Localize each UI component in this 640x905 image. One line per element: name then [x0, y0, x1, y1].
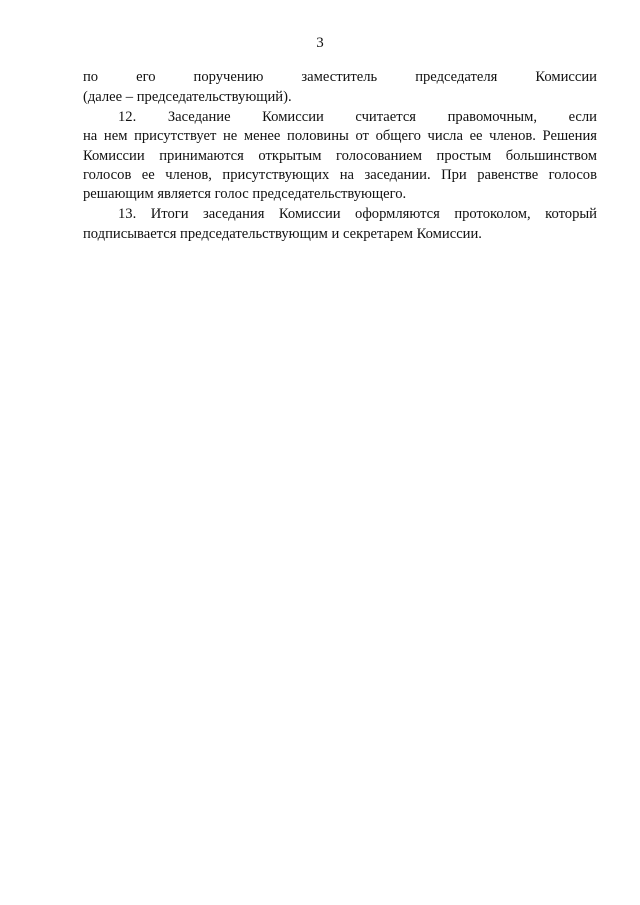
- paragraph-12-line-1: 12. Заседание Комиссии считается правомочным, если: [118, 109, 597, 125]
- paragraph-11-line-2: (далее – председательствующий).: [83, 89, 292, 105]
- paragraph-12-line-4: голосов ее членов, присутствующих на заседании. При равенстве голосов: [83, 167, 597, 183]
- paragraph-11-line-1: по его поручению заместитель председателя Комиссии: [83, 69, 597, 85]
- paragraph-12-line-5: решающим является голос председательствующего.: [83, 186, 407, 202]
- paragraph-13-line-2: подписывается председательствующим и секретарем Комиссии.: [83, 226, 482, 242]
- page-number: 3: [316, 35, 324, 51]
- paragraph-13-line-1: 13. Итоги заседания Комиссии оформляются протоколом, который: [118, 206, 597, 222]
- paragraph-12-line-3: Комиссии принимаются открытым голосованием простым большинством: [83, 148, 597, 164]
- paragraph-12-line-2: на нем присутствует не менее половины от общего числа ее членов. Решения: [83, 128, 597, 144]
